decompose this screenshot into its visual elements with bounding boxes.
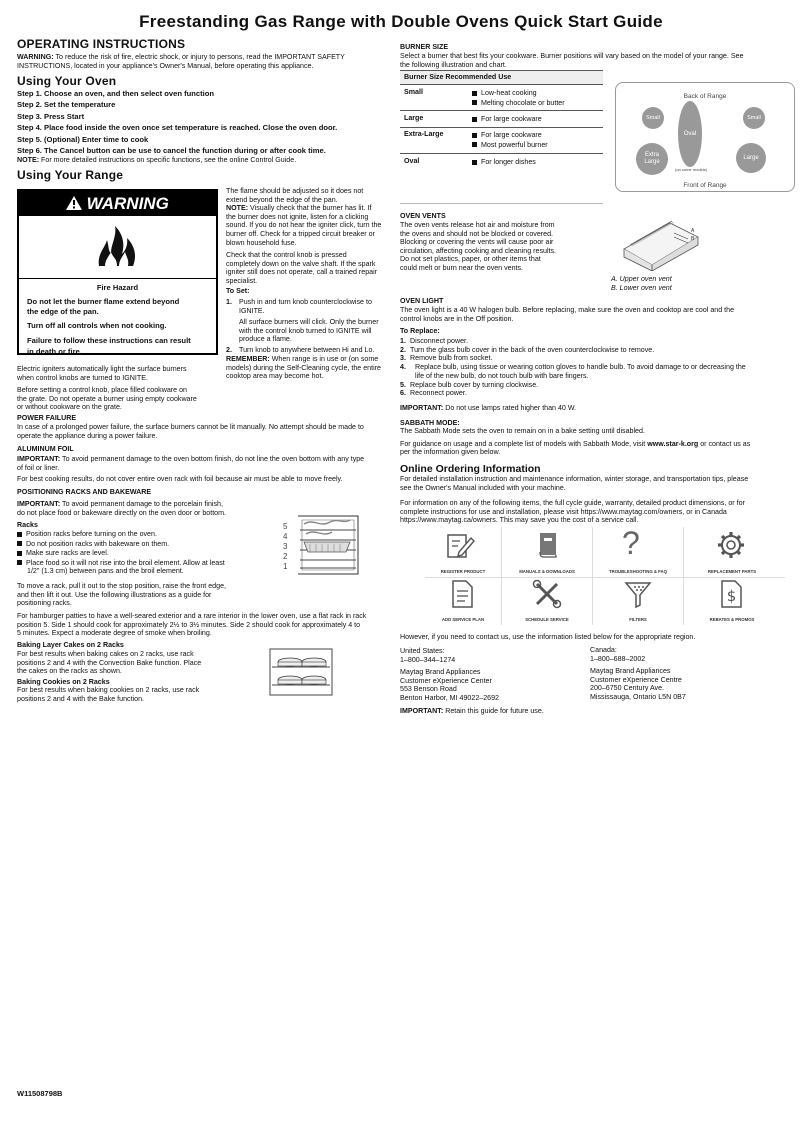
text-line: the grate. Do not operate a burner using empty cookware [17, 394, 197, 403]
step-number: 3. [400, 354, 406, 363]
step-text: Turn knob to anywhere between Hi and Lo. [239, 345, 375, 354]
to-set-heading: To Set: [226, 287, 250, 295]
vent-a-label: A. Upper oven vent [611, 275, 672, 283]
back-of-range-label: Back of Range [683, 93, 727, 100]
warning-box-line: Do not let the burner flame extend beyond [27, 297, 180, 306]
step-text: Replace bulb cover by turning clockwise. [410, 380, 539, 389]
rack-number: 2 [283, 552, 288, 561]
oven-step: Step 5. (Optional) Enter time to cook [17, 134, 149, 144]
cakes-illustration [268, 647, 334, 697]
contact-intro: However, if you need to contact us, use the information listed below for the appropriate region. [400, 633, 696, 641]
burner-size: Small [404, 88, 423, 96]
cakes-heading: Baking Layer Cakes on 2 Racks [17, 641, 124, 649]
bullet-icon [17, 532, 22, 537]
cakes-text [17, 650, 201, 676]
table-header-text: Burner Size Recommended Use [404, 73, 512, 81]
text-line: or without cookware on the grate. [17, 403, 122, 412]
service-icon-grid [425, 527, 800, 627]
oven-step: Step 1. Choose an oven, and then select oven function [17, 89, 215, 98]
burner-label: Large [743, 155, 759, 161]
oven-step: Step 4. Place food inside the oven once set temperature is reached. Close the oven door. [17, 123, 338, 133]
address-line: 200–6750 Century Ave. [590, 684, 665, 693]
page-title: Freestanding Gas Range with Double Ovens Quick Start Guide [139, 12, 663, 31]
bullet-text: Low-heat cooking [481, 89, 537, 97]
text-line: see the Owner's Manual included with your machine. [400, 483, 566, 492]
table-row [400, 128, 603, 154]
warning-line-2: INSTRUCTIONS, located in your appliance's Owner's Manual, before operating this appliance. [17, 61, 314, 70]
question-icon: ? [622, 525, 640, 561]
vent-legend [611, 275, 672, 292]
address-line: Maytag Brand Appliances [400, 668, 481, 677]
text-line: IGNITE. [239, 306, 265, 315]
warning-box-line: in death or fire. [27, 346, 82, 356]
table-row [400, 154, 603, 170]
using-oven-heading: Using Your Oven [17, 74, 117, 88]
text-part: or contact us as [698, 439, 751, 448]
us-phone: 1–800–344–1274 [400, 655, 456, 664]
replace-heading: To Replace: [400, 327, 440, 335]
address-line: 553 Benson Road [400, 685, 457, 694]
warning-divider [19, 278, 216, 279]
bullet-icon [472, 142, 477, 147]
text-line [226, 355, 406, 364]
fire-hazard-label: Fire Hazard [96, 283, 139, 292]
icon-caption: REPLACEMENT PARTS [707, 569, 757, 574]
text-line: control knobs are in the Off position. [400, 314, 514, 323]
bullet-icon [472, 160, 477, 165]
register-product-button[interactable] [425, 527, 501, 577]
burner-label: Small [646, 115, 660, 121]
front-of-range-label: Front of Range [683, 182, 727, 189]
before-text [17, 386, 197, 412]
rebates-promos-button[interactable] [683, 577, 783, 627]
text-line: For information on any of the following items, the full cycle guide, warranty, detailed product dimensions, or for [400, 499, 745, 507]
burner-uses [472, 115, 542, 124]
text-line: extend beyond the edge of the pan. [226, 195, 338, 204]
us-contact [400, 647, 499, 703]
list-item: 1/2" (1.3 cm) between pans and the broil element. [27, 567, 184, 576]
pencil-icon [445, 530, 475, 560]
bullet-text: For large cookware [481, 131, 542, 139]
foil-line-1: To avoid permanent damage to the oven bottom finish, do not line the oven bottom with any type [60, 455, 365, 463]
racks-heading: POSITIONING RACKS AND BAKEWARE [17, 488, 152, 496]
step-text: Push in and turn knob counterclockwise to [239, 298, 372, 306]
list-item [400, 354, 795, 363]
warning-banner [19, 191, 216, 216]
burner-size: Extra-Large [404, 130, 444, 138]
text-line [17, 500, 226, 509]
text-line: position 5. Side 1 should cook for approximately 2½ to 3½ minutes. Side 2 should cook for approximately 4 to [17, 620, 361, 629]
list-item [472, 141, 548, 150]
text-line: Check that the control knob is pressed [226, 251, 347, 260]
foil-important-label: IMPORTANT: [17, 455, 61, 463]
list-item [226, 346, 406, 355]
bullet-icon [472, 100, 477, 105]
address-line: Customer eXperience Centre [590, 675, 682, 684]
oven-note [17, 156, 296, 165]
icon-caption: SCHEDULE SERVICE [525, 617, 569, 622]
note-text: For more detailed instructions on specific functions, see the online Control Guide. [39, 156, 297, 164]
star-k-link[interactable]: www.star-k.org [647, 439, 699, 448]
burner-uses [472, 131, 548, 149]
move-text [17, 582, 226, 608]
icon-caption: ADD SERVICE PLAN [441, 617, 485, 622]
step-number: 2. [226, 345, 232, 354]
text-line: The flame should be adjusted so it does not [226, 187, 364, 195]
text-line: Select a burner that best fits your cookware. Burner positions will vary based on the model of your range. See [400, 52, 744, 60]
cookies-text [17, 686, 199, 703]
important-text: Do not use lamps rated higher than 40 W. [443, 404, 577, 412]
bullet-text: Most powerful burner [481, 140, 548, 149]
text-line: could melt or burn near the oven vents. [400, 263, 524, 272]
list-item [400, 381, 795, 390]
burner-uses [472, 158, 536, 167]
canada-contact [590, 646, 686, 702]
text-line: For best results when baking cakes on 2 racks, use rack [17, 650, 194, 658]
step-text: Disconnect power. [410, 337, 468, 345]
remember-line: When range is in use or (on some [269, 355, 379, 363]
text-line: For best results when baking cookies on 2 racks, use rack [17, 686, 200, 694]
text-line: blown household fuse. [226, 238, 297, 247]
some-models-label: (on some models) [674, 167, 707, 172]
text-line: positioning racks. [17, 599, 72, 608]
troubleshooting-faq-button[interactable] [592, 527, 683, 577]
address-line: Benton Harbor, MI 49022–2692 [400, 693, 499, 702]
text-line: the following illustration and chart. [400, 60, 507, 69]
text-line [400, 440, 795, 449]
vents-text [400, 221, 605, 273]
foil-text [17, 455, 364, 472]
address-line: Customer eXperience Center [400, 676, 492, 685]
burner-size: Large [404, 114, 424, 122]
table-row [400, 85, 603, 111]
icon-caption: TROUBLESHOOTING & FAQ [608, 569, 667, 574]
svg-text:$: $ [726, 587, 737, 605]
text-part: For guidance on usage and a complete list of models with Sabbath Mode, visit [400, 439, 648, 448]
text-line: For detailed installation instruction and maintenance information, winter storage, and transportation tips, please [400, 475, 749, 483]
cooktop-diagram [615, 82, 795, 192]
text-line: produce a flame. [239, 335, 292, 344]
warning-text [17, 53, 397, 70]
igniters-text [17, 365, 187, 382]
light-text [400, 306, 802, 323]
text-line: The Sabbath Mode sets the oven to remain on in a bake setting until disabled. [400, 427, 645, 435]
text-line: The oven vents release hot air and moisture from [400, 221, 555, 229]
rack-number: 4 [283, 532, 288, 541]
list-item [472, 158, 536, 167]
important-label: IMPORTANT: [400, 404, 444, 412]
oven-racks-drawing [280, 514, 360, 576]
step-number: 2. [400, 345, 406, 354]
bullet-icon [17, 551, 22, 556]
alert-triangle-icon [66, 196, 82, 210]
text-line: igniter still does not operate, call a trained repair [226, 268, 378, 277]
list-item [400, 363, 795, 372]
replace-steps [400, 337, 795, 398]
text-line: completely down on the valve shaft. If the spark [226, 259, 376, 268]
light-important [400, 404, 576, 413]
online-text [400, 475, 800, 492]
text-line: the ovens and should not be blocked or covered. [400, 229, 554, 238]
light-heading: OVEN LIGHT [400, 297, 444, 305]
list-item [400, 346, 795, 355]
text-line: circulation, affecting cooking and cleaning results. [400, 246, 557, 255]
cookies-heading: Baking Cookies on 2 Racks [17, 678, 110, 686]
important-label: IMPORTANT: [400, 707, 444, 715]
vents-heading: OVEN VENTS [400, 212, 446, 220]
text-line: positions 2 and 4 with the Convection Bake function. Place [17, 658, 202, 667]
sabbath-heading: SABBATH MODE: [400, 419, 460, 427]
rack-number: 1 [283, 562, 288, 571]
vent-a-marker: A [691, 228, 695, 234]
bullet-icon [17, 560, 22, 565]
text-line: In case of a prolonged power failure, the surface burners cannot be lit manually. No attempt should be made to [17, 423, 364, 431]
foil-heading: ALUMINUM FOIL [17, 445, 74, 453]
manuals-downloads-button[interactable] [501, 527, 592, 577]
list-item [472, 131, 548, 140]
warning-box-line: Failure to follow these instructions can result [27, 336, 191, 346]
remember-label: REMEMBER: [226, 355, 270, 363]
text-line: https://www.maytag.ca/owners. This may save you the cost of a service call. [400, 516, 639, 525]
bullet-text: Place food so it will not rise into the broil element. Allow at least [26, 558, 225, 567]
text-line [226, 204, 406, 213]
text-line: when control knobs are turned to IGNITE. [17, 373, 148, 382]
address-line: Maytag Brand Appliances [590, 667, 671, 676]
step-number: 6. [400, 389, 406, 398]
flame-text [226, 187, 406, 286]
step-text: Remove bulb from socket. [410, 354, 493, 363]
text-line: Do not set plastics, paper, or other items that [400, 255, 541, 264]
foil-text-3: For best cooking results, do not cover entire oven rack with foil because air must be able to move freely. [17, 475, 343, 483]
rack-number: 5 [283, 522, 288, 531]
bullet-icon [472, 91, 477, 96]
list-item [472, 89, 565, 98]
section-divider [400, 203, 603, 204]
text-line: Before setting a control knob, place filled cookware on [17, 386, 187, 394]
filter-icon [623, 579, 653, 609]
note-line: Visually check that the burner has lit. If [248, 204, 372, 213]
bullet-icon [472, 117, 477, 122]
racks-important-label: IMPORTANT: [17, 500, 61, 508]
text-line: For hamburger patties to have a well-seared exterior and a rare interior in the lower oven, use a flat rack in rack [17, 612, 367, 620]
burner-uses [472, 89, 565, 107]
icon-caption: REGISTER PRODUCT [440, 569, 486, 574]
power-heading: POWER FAILURE [17, 414, 77, 422]
schedule-service-button[interactable] [501, 577, 592, 627]
text-line: models) during the Self-Cleaning cycle, the entire [226, 363, 381, 372]
text-line: positions 2 and 4 with the Bake function. [17, 694, 144, 703]
bullet-text: Melting chocolate or butter [481, 98, 565, 107]
bullet-text: For longer dishes [481, 158, 536, 166]
warning-box-text [27, 297, 219, 357]
list-item [472, 115, 542, 124]
add-service-plan-button[interactable] [425, 577, 501, 627]
oven-step: Step 6. The Cancel button can be use to cancel the function during or after cook time. [17, 146, 326, 156]
text-line: specialist. [226, 276, 258, 285]
step-text: Reconnect power. [410, 389, 467, 398]
burner-small-left [642, 107, 664, 129]
to-set-steps [226, 298, 406, 355]
canada-label: Canada: [590, 646, 617, 654]
oven-vents-illustration [620, 215, 700, 271]
us-label: United States: [400, 647, 445, 655]
icon-caption: FILTERS [629, 617, 647, 622]
info-text [400, 499, 800, 525]
list-item [400, 372, 795, 381]
burner-label: Large [644, 159, 660, 165]
bullet-icon [472, 133, 477, 138]
text-line: the cakes on the racks as shown. [17, 667, 122, 676]
burner-text [400, 52, 800, 69]
filters-button[interactable] [592, 577, 683, 627]
text-line: burner off. Check for a tripped circuit breaker or [226, 229, 375, 238]
document-code: W11508798B [17, 1089, 63, 1098]
list-item [226, 298, 406, 307]
burner-oval [678, 101, 702, 167]
text-line: the burner does not ignite, listen for a clicking [226, 212, 369, 221]
hamburger-text [17, 612, 402, 638]
bullet-icon [17, 541, 22, 546]
text-line: and then lift it out. Use the following illustrations as a guide for [17, 590, 212, 599]
warning-box-line: Turn off all controls when not cooking. [27, 320, 167, 330]
text-line: per the information given below. [400, 448, 501, 457]
text-line: do not place food or bakeware directly on the oven door or bottom. [17, 508, 226, 517]
racks-bullets [17, 530, 282, 577]
list-item [17, 549, 282, 559]
warning-label: WARNING: [17, 53, 54, 61]
address-line: Mississauga, Ontario L5N 0B7 [590, 692, 686, 701]
online-ordering-heading: Online Ordering Information [400, 463, 541, 475]
tools-icon [532, 579, 562, 609]
oven-steps [17, 88, 417, 156]
step-number: 1. [226, 298, 232, 306]
list-item [400, 389, 795, 398]
text-line: Blocking or covering the vents will cause poor air [400, 238, 554, 247]
gear-icon [716, 530, 746, 560]
rack-number: 3 [283, 542, 288, 551]
warning-box-line: the edge of the pan. [27, 307, 99, 317]
list-item [400, 337, 795, 346]
text-line: The oven light is a 40 W halogen bulb. Before replacing, make sure the oven and cooktop are cool and the [400, 306, 735, 314]
text-line: All surface burners will click. Only the burner [239, 318, 379, 327]
text-line: complete instructions for use and installation, please visit https://www.maytag.com/owners, or in Canada [400, 507, 727, 516]
rack-positions-illustration [280, 514, 360, 576]
book-icon [533, 530, 563, 560]
warning-line-1: To reduce the risk of fire, electric shock, or injury to persons, read the IMPORTANT SAFETY [53, 53, 345, 61]
dollar-icon [716, 579, 746, 609]
oven-step: Step 3. Press Start [17, 111, 85, 121]
burner-label: Small [747, 115, 761, 121]
burner-label: Oval [683, 131, 697, 137]
warning-box [17, 189, 218, 355]
remember-text [226, 355, 406, 381]
list-item [17, 540, 282, 550]
important-text: Retain this guide for future use. [443, 707, 544, 715]
bullet-text: Do not position racks with bakeware on them. [26, 539, 170, 548]
power-text [17, 423, 402, 440]
replacement-parts-button[interactable] [683, 527, 783, 577]
warning-box-title: WARNING [86, 194, 169, 213]
text-line: Electric igniters automatically light the surface burners [17, 365, 187, 373]
sabbath-text [400, 427, 795, 457]
racks-important [17, 500, 226, 517]
step-text: life of the new bulb, do not touch bulb with bare fingers. [415, 371, 589, 380]
bullet-text: For large cookware [481, 115, 542, 123]
list-item [472, 99, 565, 108]
text-line: operate the appliance during a power failure. [17, 431, 158, 440]
step-number: 4. [400, 363, 406, 372]
document-icon [447, 579, 477, 609]
operating-heading: OPERATING INSTRUCTIONS [17, 37, 186, 51]
vent-b-marker: B [691, 236, 695, 242]
note-label: NOTE: [17, 156, 40, 164]
list-item [17, 530, 282, 540]
burner-heading: BURNER SIZE [400, 43, 449, 51]
text-line: cooktop area may become hot. [226, 372, 324, 381]
burner-label: Extra [644, 152, 659, 158]
table-header [400, 70, 603, 85]
text-line: with the control knob turned to IGNITE will [239, 326, 372, 335]
using-range-heading: Using Your Range [17, 168, 124, 182]
bullet-text: Position racks before turning on the oven. [26, 530, 157, 538]
text-line [17, 455, 364, 464]
bullet-text: Make sure racks are level. [26, 549, 109, 558]
text-line: To move a rack, pull it out to the stop position, raise the front edge, [17, 582, 226, 590]
racks-imp-line-1: To avoid permanent damage to the porcelain finish, [60, 500, 223, 508]
step-number: 1. [400, 337, 406, 345]
step-number: 5. [400, 380, 406, 389]
text-line: sound. If you do not hear the igniter click, turn the [226, 221, 382, 230]
burner-size: Oval [404, 157, 420, 165]
fire-icon [95, 224, 139, 268]
text-line: of foil or liner. [17, 463, 60, 472]
burner-large [736, 143, 766, 173]
racks-subheading: Racks [17, 521, 38, 529]
icon-caption: REBATES & PROMOS [709, 617, 755, 622]
vent-b-label: B. Lower oven vent [611, 283, 672, 292]
canada-phone: 1–800–688–2002 [590, 654, 646, 663]
step-text: Replace bulb, using tissue or wearing cotton gloves to handle bulb. To avoid damage to or decreasing the [415, 363, 746, 372]
retain-note [400, 707, 544, 716]
step-text: Turn the glass bulb cover in the back of the oven counterclockwise to remove. [410, 345, 655, 354]
note-label: NOTE: [226, 204, 249, 213]
table-row [400, 111, 603, 128]
text-line: 5 minutes. Expect a moderate degree of smoke when broiling. [17, 629, 212, 638]
oven-step: Step 2. Set the temperature [17, 100, 116, 110]
icon-caption: MANUALS & DOWNLOADS [519, 569, 575, 574]
burner-small-right [743, 107, 765, 129]
